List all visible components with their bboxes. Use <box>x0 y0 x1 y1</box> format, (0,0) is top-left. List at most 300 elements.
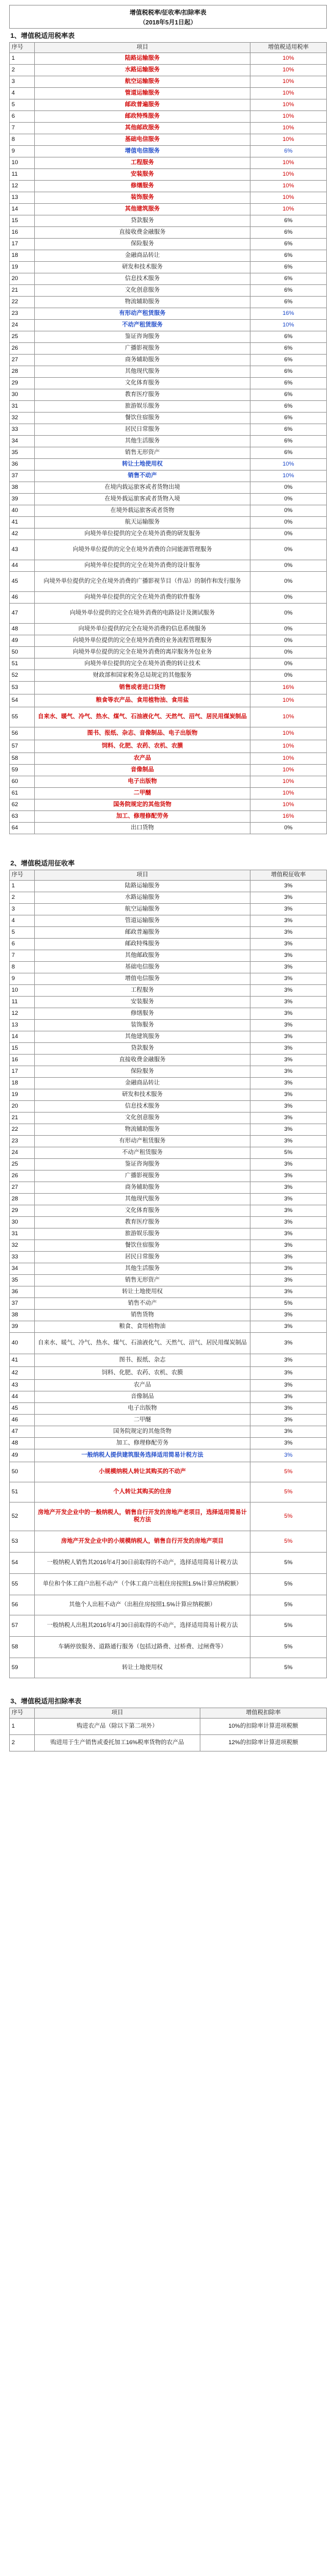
row-item: 陆路运输服务 <box>35 53 250 65</box>
deduction-rate-table-body <box>10 1719 327 1752</box>
row-rate: 0% <box>250 540 327 560</box>
row-number: 47 <box>10 604 35 624</box>
row-rate: 10% <box>250 695 327 707</box>
row-item: 一般纳税人出租其2016年4月30日前取得的不动产，选择适用简易计税方法 <box>35 1615 250 1637</box>
row-number: 60 <box>10 776 35 788</box>
row-item: 向境外单位提供的完全在境外消费的电路设计及测试服务 <box>35 604 250 624</box>
row-rate: 6% <box>250 366 327 378</box>
row-item: 自来水、暖气、冷气、热水、煤气、石油液化气、天然气、沼气、居民用煤炭制品 <box>35 707 250 727</box>
row-item: 其他现代服务 <box>35 1194 250 1205</box>
row-item: 小规模纳税人转让其购买的不动产 <box>35 1462 250 1482</box>
table-row <box>10 1415 327 1426</box>
row-rate: 0% <box>250 647 327 658</box>
row-rate: 6% <box>250 413 327 424</box>
table-row <box>10 1055 327 1066</box>
row-rate: 3% <box>250 1263 327 1275</box>
row-number: 47 <box>10 1426 35 1438</box>
row-item: 邮政普遍服务 <box>35 927 250 939</box>
table-row <box>10 1136 327 1147</box>
row-rate: 3% <box>250 1066 327 1078</box>
row-rate: 0% <box>250 529 327 540</box>
col-header-rate: 增值税征收率 <box>250 870 327 881</box>
row-item: 贷款服务 <box>35 215 250 227</box>
row-item: 商务辅助服务 <box>35 1182 250 1194</box>
row-item: 向境外单位提供的完全在境外消费的信息系统服务 <box>35 624 250 635</box>
table-row <box>10 927 327 939</box>
row-item: 基础电信服务 <box>35 962 250 973</box>
row-number: 24 <box>10 320 35 331</box>
row-item: 粮食、食用植物油 <box>35 1321 250 1333</box>
row-item: 其他邮政服务 <box>35 950 250 962</box>
row-rate: 10% <box>250 753 327 765</box>
row-rate: 3% <box>250 915 327 927</box>
row-rate: 3% <box>250 1136 327 1147</box>
row-item: 向境外单位提供的完全在境外消费的软件服务 <box>35 592 250 604</box>
row-rate: 5% <box>250 1147 327 1159</box>
row-number: 33 <box>10 1252 35 1263</box>
table-row <box>10 505 327 517</box>
row-item: 航天运输服务 <box>35 517 250 529</box>
table-row <box>10 1159 327 1171</box>
table-row <box>10 1275 327 1286</box>
row-number: 52 <box>10 1503 35 1531</box>
row-item: 加工、修理修配劳务 <box>35 1438 250 1449</box>
table-row <box>10 146 327 157</box>
row-number: 13 <box>10 192 35 204</box>
row-item: 邮政普遍服务 <box>35 99 250 111</box>
table-row <box>10 366 327 378</box>
table-row <box>10 939 327 950</box>
row-item: 销售无形资产 <box>35 1275 250 1286</box>
row-item: 电子出版物 <box>35 1403 250 1415</box>
row-number: 43 <box>10 1380 35 1391</box>
row-item: 加工、修理修配劳务 <box>35 811 250 823</box>
row-number: 30 <box>10 389 35 401</box>
table-row <box>10 331 327 343</box>
table-row <box>10 592 327 604</box>
row-rate: 3% <box>250 1101 327 1113</box>
table-row <box>10 635 327 647</box>
row-number: 46 <box>10 1415 35 1426</box>
table-row <box>10 204 327 215</box>
table-row <box>10 436 327 447</box>
row-rate: 3% <box>250 1333 327 1354</box>
row-number: 61 <box>10 788 35 799</box>
table-row <box>10 227 327 239</box>
row-rate: 3% <box>250 1310 327 1321</box>
row-item: 保险服务 <box>35 1066 250 1078</box>
row-number: 4 <box>10 915 35 927</box>
table-row <box>10 765 327 776</box>
row-item: 销售无形资产 <box>35 447 250 459</box>
row-number: 17 <box>10 239 35 250</box>
row-number: 25 <box>10 1159 35 1171</box>
table-row <box>10 1482 327 1503</box>
row-number: 52 <box>10 670 35 682</box>
row-number: 31 <box>10 401 35 413</box>
row-number: 44 <box>10 560 35 572</box>
row-item: 不动产租赁服务 <box>35 1147 250 1159</box>
row-number: 20 <box>10 1101 35 1113</box>
table-row <box>10 99 327 111</box>
row-rate: 10% <box>250 111 327 123</box>
row-rate: 0% <box>250 572 327 592</box>
row-rate: 3% <box>250 1217 327 1228</box>
table-row <box>10 1462 327 1482</box>
row-number: 15 <box>10 215 35 227</box>
row-rate: 10% <box>250 740 327 753</box>
row-item: 装饰服务 <box>35 1020 250 1031</box>
row-number: 10 <box>10 985 35 997</box>
table-row <box>10 788 327 799</box>
table-row <box>10 1321 327 1333</box>
table-row <box>10 1228 327 1240</box>
row-rate: 3% <box>250 1182 327 1194</box>
table-row <box>10 1503 327 1531</box>
row-rate: 3% <box>250 1403 327 1415</box>
section-1-title: 1、增值税适用税率表 <box>10 32 75 40</box>
table-row <box>10 529 327 540</box>
row-item: 安装服务 <box>35 997 250 1008</box>
row-rate: 3% <box>250 1321 327 1333</box>
row-rate: 3% <box>250 1171 327 1182</box>
table-row <box>10 1403 327 1415</box>
row-rate: 10% <box>250 88 327 99</box>
row-rate: 3% <box>250 904 327 915</box>
table-row <box>10 1310 327 1321</box>
row-number: 15 <box>10 1043 35 1055</box>
table-row <box>10 320 327 331</box>
row-number: 31 <box>10 1228 35 1240</box>
table-row <box>10 1240 327 1252</box>
row-number: 3 <box>10 904 35 915</box>
row-number: 40 <box>10 1333 35 1354</box>
table-row <box>10 1008 327 1020</box>
row-item: 研发和技术服务 <box>35 262 250 273</box>
row-item: 研发和技术服务 <box>35 1089 250 1101</box>
row-rate: 10% <box>250 707 327 727</box>
table-row <box>10 1147 327 1159</box>
row-number: 62 <box>10 799 35 811</box>
row-rate: 10% <box>250 765 327 776</box>
row-number: 5 <box>10 99 35 111</box>
row-number: 1 <box>10 1719 35 1735</box>
table-row <box>10 740 327 753</box>
row-rate: 3% <box>250 1031 327 1043</box>
row-number: 1 <box>10 881 35 892</box>
row-rate: 0% <box>250 624 327 635</box>
row-number: 5 <box>10 927 35 939</box>
row-number: 20 <box>10 273 35 285</box>
row-number: 56 <box>10 1595 35 1615</box>
row-number: 19 <box>10 1089 35 1101</box>
row-number: 48 <box>10 1438 35 1449</box>
row-number: 2 <box>10 892 35 904</box>
table-row <box>10 401 327 413</box>
row-number: 42 <box>10 529 35 540</box>
row-item: 其他建筑服务 <box>35 1031 250 1043</box>
table-row <box>10 1124 327 1136</box>
row-number: 23 <box>10 308 35 320</box>
row-number: 53 <box>10 1531 35 1553</box>
row-rate: 3% <box>250 1008 327 1020</box>
row-item: 工程服务 <box>35 985 250 997</box>
table-row <box>10 572 327 592</box>
table-row <box>10 670 327 682</box>
row-item: 饲料、化肥、农药、农机、农膜 <box>35 1367 250 1380</box>
row-number: 16 <box>10 1055 35 1066</box>
row-rate: 3% <box>250 1228 327 1240</box>
row-rate: 5% <box>250 1462 327 1482</box>
row-item: 向境外单位提供的完全在境外消费的离岸服务外包业务 <box>35 647 250 658</box>
row-number: 35 <box>10 1275 35 1286</box>
row-item: 一般纳税人提供建筑服务选择适用简易计税方法 <box>35 1449 250 1462</box>
table-row <box>10 1354 327 1367</box>
row-rate: 3% <box>250 1020 327 1031</box>
row-number: 35 <box>10 447 35 459</box>
row-number: 38 <box>10 1310 35 1321</box>
row-item: 转让土地使用权 <box>35 459 250 471</box>
table-row <box>10 65 327 76</box>
row-rate: 10% <box>250 123 327 134</box>
table-row <box>10 1637 327 1658</box>
table-row <box>10 904 327 915</box>
row-item: 个人转让其购买的住房 <box>35 1482 250 1503</box>
row-number: 30 <box>10 1217 35 1228</box>
row-number: 44 <box>10 1391 35 1403</box>
table-row <box>10 297 327 308</box>
row-item: 教育医疗服务 <box>35 389 250 401</box>
row-number: 12 <box>10 181 35 192</box>
row-number: 64 <box>10 823 35 834</box>
col-header-item: 项目 <box>35 43 250 53</box>
deduction-rate-table <box>9 1708 327 1752</box>
row-number: 58 <box>10 1637 35 1658</box>
table-row <box>10 53 327 65</box>
row-rate: 3% <box>250 985 327 997</box>
row-rate: 3% <box>250 1415 327 1426</box>
row-item: 航空运输服务 <box>35 904 250 915</box>
row-number: 34 <box>10 1263 35 1275</box>
row-item: 单位和个体工商户出租不动产（个体工商户出租住房按照1.5%计算应纳税额） <box>35 1574 250 1595</box>
row-rate: 0% <box>250 670 327 682</box>
row-rate: 6% <box>250 285 327 297</box>
table-row <box>10 1367 327 1380</box>
table-row <box>10 424 327 436</box>
row-item: 旅游娱乐服务 <box>35 1228 250 1240</box>
row-item: 电子出版物 <box>35 776 250 788</box>
row-rate: 6% <box>250 215 327 227</box>
row-item: 购进用于生产销售或委托加工16%税率货物的农产品 <box>35 1735 200 1752</box>
row-rate: 10% <box>250 788 327 799</box>
row-item: 邮政特殊服务 <box>35 939 250 950</box>
row-rate: 6% <box>250 331 327 343</box>
table-row <box>10 624 327 635</box>
row-number: 59 <box>10 1658 35 1678</box>
row-rate: 10%的扣除率计算进项税额 <box>200 1719 327 1735</box>
row-number: 37 <box>10 1298 35 1310</box>
row-rate: 3% <box>250 962 327 973</box>
row-item: 有形动产租赁服务 <box>35 308 250 320</box>
row-item: 房地产开发企业中的一般纳税人，销售自行开发的房地产老项目，选择适用简易计税方法 <box>35 1503 250 1531</box>
row-rate: 6% <box>250 436 327 447</box>
row-number: 27 <box>10 1182 35 1194</box>
table-row <box>10 1735 327 1752</box>
row-item: 其他邮政服务 <box>35 123 250 134</box>
row-rate: 0% <box>250 517 327 529</box>
row-rate: 5% <box>250 1615 327 1637</box>
row-rate: 0% <box>250 658 327 670</box>
row-number: 22 <box>10 1124 35 1136</box>
table-row <box>10 239 327 250</box>
row-item: 信息技术服务 <box>35 273 250 285</box>
row-item: 文化创意服务 <box>35 285 250 297</box>
row-item: 基础电信服务 <box>35 134 250 146</box>
row-item: 销售货物 <box>35 1310 250 1321</box>
table-row <box>10 1286 327 1298</box>
table-header-row <box>10 43 327 53</box>
table-row <box>10 658 327 670</box>
table-row <box>10 1078 327 1089</box>
row-item: 饲料、化肥、农药、农机、农膜 <box>35 740 250 753</box>
row-number: 17 <box>10 1066 35 1078</box>
row-number: 26 <box>10 1171 35 1182</box>
table-row <box>10 1426 327 1438</box>
row-rate: 5% <box>250 1298 327 1310</box>
row-rate: 5% <box>250 1531 327 1553</box>
table-row <box>10 799 327 811</box>
row-item: 航空运输服务 <box>35 76 250 88</box>
row-rate: 0% <box>250 823 327 834</box>
table-row <box>10 997 327 1008</box>
row-rate: 10% <box>250 134 327 146</box>
row-item: 修缮服务 <box>35 181 250 192</box>
row-rate: 3% <box>250 939 327 950</box>
row-item: 向境外单位提供的完全在境外消费的转让技术 <box>35 658 250 670</box>
row-item: 销售或者进口货物 <box>35 682 250 695</box>
row-item: 不动产租赁服务 <box>35 320 250 331</box>
row-item: 转让土地使用权 <box>35 1658 250 1678</box>
table-row <box>10 308 327 320</box>
row-number: 54 <box>10 1553 35 1574</box>
row-item: 其他个人出租不动产（出租住房按照1.5%计算应纳税额） <box>35 1595 250 1615</box>
table-row <box>10 1205 327 1217</box>
row-number: 36 <box>10 1286 35 1298</box>
col-header-rate: 增值税适用税率 <box>250 43 327 53</box>
row-number: 9 <box>10 146 35 157</box>
table-row <box>10 1263 327 1275</box>
row-rate: 5% <box>250 1503 327 1531</box>
levy-rate-table-body <box>10 881 327 1678</box>
row-rate: 3% <box>250 1449 327 1462</box>
row-rate: 6% <box>250 447 327 459</box>
table-row <box>10 695 327 707</box>
row-item: 财政部和国家税务总局规定的其他服务 <box>35 670 250 682</box>
row-number: 3 <box>10 76 35 88</box>
row-number: 53 <box>10 682 35 695</box>
row-item: 信息技术服务 <box>35 1101 250 1113</box>
row-number: 49 <box>10 635 35 647</box>
row-number: 21 <box>10 1113 35 1124</box>
row-rate: 3% <box>250 1089 327 1101</box>
row-item: 车辆停放服务、道路通行服务（包括过路费、过桥费、过闸费等） <box>35 1637 250 1658</box>
table-row <box>10 459 327 471</box>
table-header-row <box>10 870 327 881</box>
row-rate: 10% <box>250 799 327 811</box>
row-number: 50 <box>10 1462 35 1482</box>
table-row <box>10 192 327 204</box>
row-rate: 3% <box>250 950 327 962</box>
row-rate: 6% <box>250 343 327 355</box>
row-item: 商务辅助服务 <box>35 355 250 366</box>
row-number: 28 <box>10 1194 35 1205</box>
table-row <box>10 1252 327 1263</box>
row-number: 2 <box>10 1735 35 1752</box>
row-item: 文化创意服务 <box>35 1113 250 1124</box>
row-number: 36 <box>10 459 35 471</box>
row-item: 管道运输服务 <box>35 88 250 99</box>
row-number: 8 <box>10 134 35 146</box>
table-row <box>10 973 327 985</box>
row-rate: 0% <box>250 505 327 517</box>
row-rate: 10% <box>250 727 327 740</box>
row-number: 22 <box>10 297 35 308</box>
row-item: 国务院规定的其他货物 <box>35 1426 250 1438</box>
table-row <box>10 169 327 181</box>
row-rate: 12%的扣除率计算进项税额 <box>200 1735 327 1752</box>
row-item: 图书、报纸、杂志 <box>35 1354 250 1367</box>
table-row <box>10 881 327 892</box>
row-rate: 3% <box>250 1043 327 1055</box>
table-row <box>10 1719 327 1735</box>
table-row <box>10 1020 327 1031</box>
row-item: 一般纳税人销售其2016年4月30日前取得的不动产，选择适用简易计税方法 <box>35 1553 250 1574</box>
table-row <box>10 378 327 389</box>
row-number: 34 <box>10 436 35 447</box>
row-number: 42 <box>10 1367 35 1380</box>
row-rate: 3% <box>250 1286 327 1298</box>
row-rate: 3% <box>250 1438 327 1449</box>
row-number: 21 <box>10 285 35 297</box>
row-rate: 3% <box>250 1055 327 1066</box>
tax-rate-table <box>9 42 327 834</box>
table-row <box>10 413 327 424</box>
row-number: 19 <box>10 262 35 273</box>
row-rate: 16% <box>250 308 327 320</box>
row-item: 在境外载运旅客或者货物 <box>35 505 250 517</box>
row-item: 音像制品 <box>35 1391 250 1403</box>
row-number: 16 <box>10 227 35 239</box>
row-rate: 3% <box>250 1205 327 1217</box>
row-rate: 5% <box>250 1482 327 1503</box>
row-rate: 6% <box>250 250 327 262</box>
row-item: 二甲醚 <box>35 1415 250 1426</box>
row-number: 59 <box>10 765 35 776</box>
row-item: 其他现代服务 <box>35 366 250 378</box>
row-item: 文化体育服务 <box>35 1205 250 1217</box>
table-row <box>10 181 327 192</box>
document-title: 增值税税率/征收率/扣除率表 <box>9 5 327 17</box>
row-item: 居民日常服务 <box>35 1252 250 1263</box>
row-number: 41 <box>10 1354 35 1367</box>
table-row <box>10 123 327 134</box>
row-rate: 3% <box>250 1240 327 1252</box>
row-rate: 10% <box>250 157 327 169</box>
row-number: 45 <box>10 1403 35 1415</box>
table-row <box>10 682 327 695</box>
table-row <box>10 1043 327 1055</box>
row-item: 农产品 <box>35 1380 250 1391</box>
